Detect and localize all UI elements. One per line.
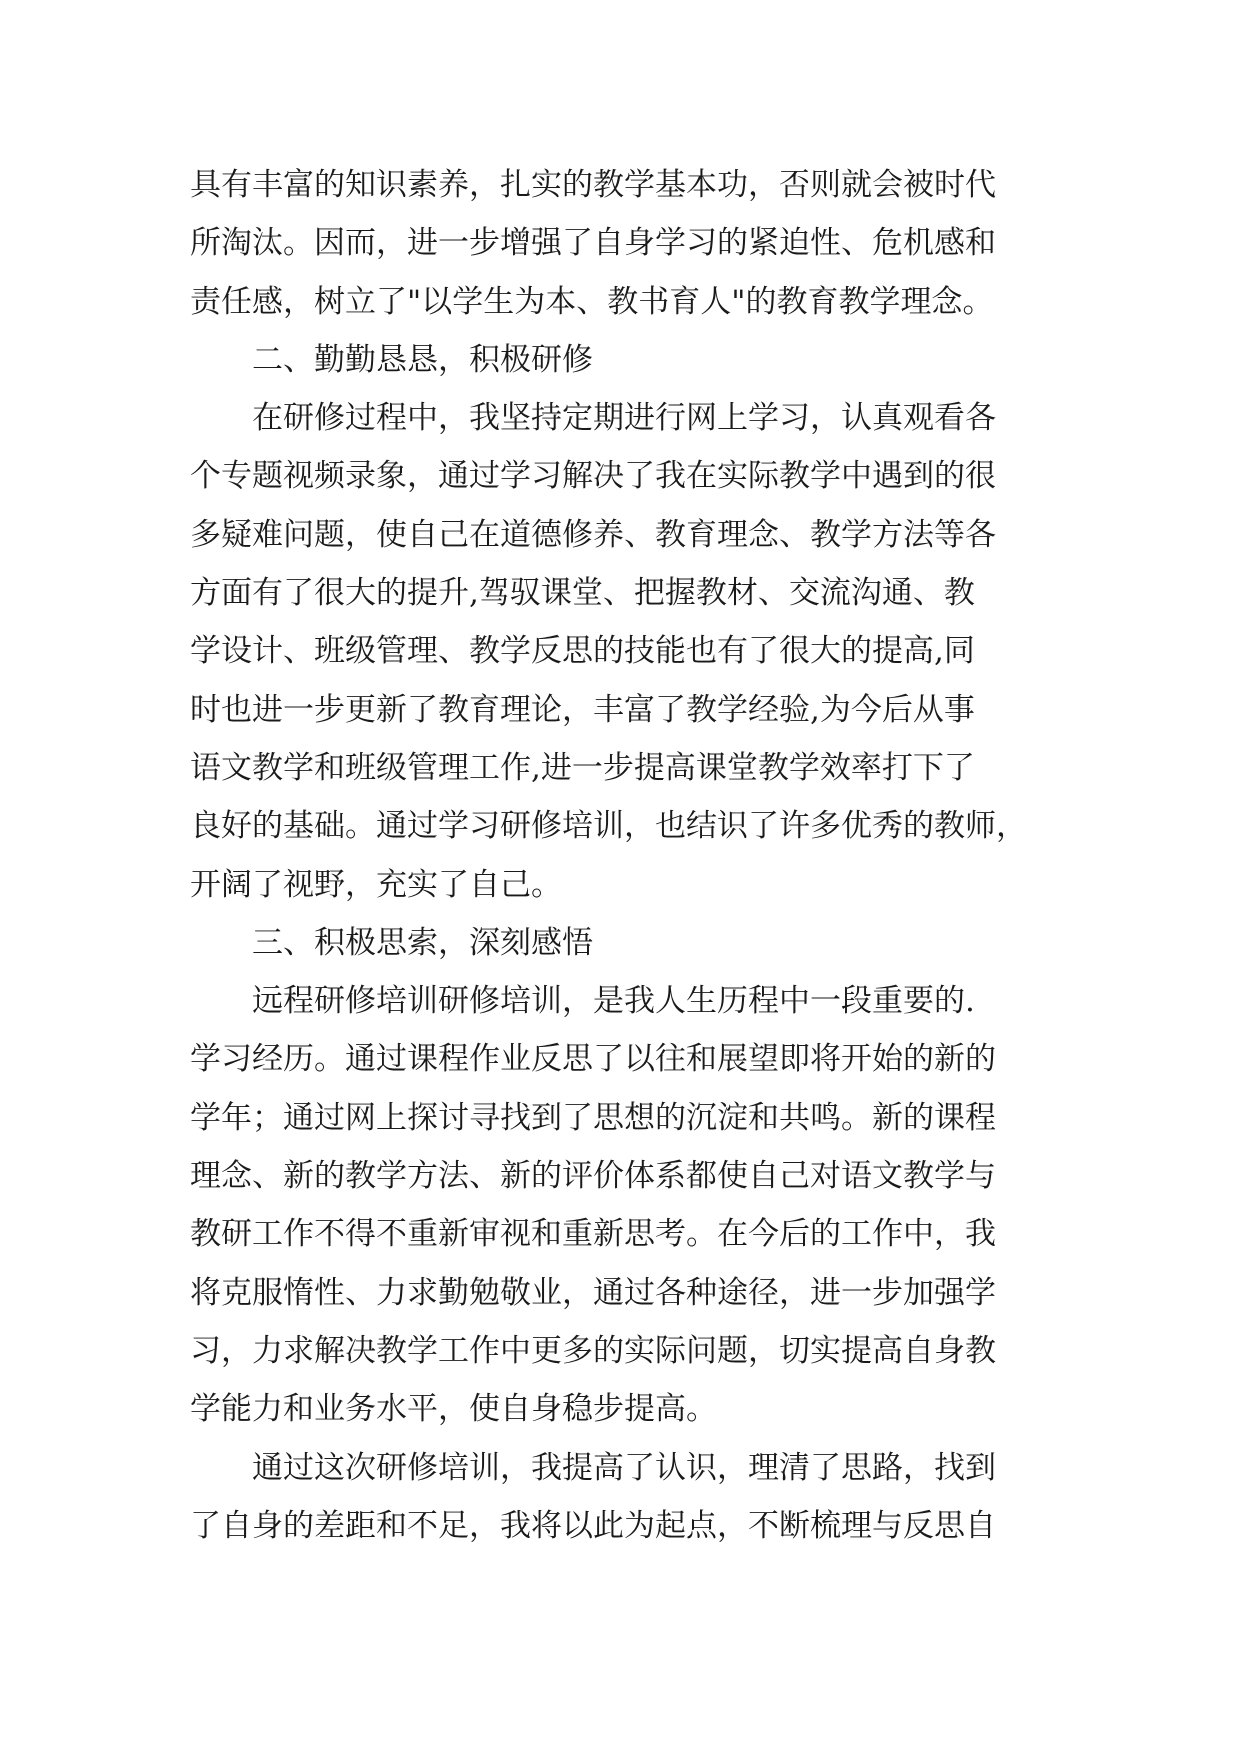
- body-line: 时也进一步更新了教育理论，丰富了教学经验,为今后从事: [190, 691, 975, 728]
- document-body: [190, 156, 1070, 1555]
- body-line: 了自身的差距和不足，我将以此为起点，不断梳理与反思自: [190, 1507, 996, 1544]
- paragraph-start: 通过这次研修培训，我提高了认识，理清了思路，找到: [252, 1449, 996, 1486]
- body-line: 良好的基础。通过学习研修培训，也结识了许多优秀的教师，: [190, 808, 1027, 845]
- body-line: 多疑难问题，使自己在道德修养、教育理念、教学方法等各: [190, 516, 996, 553]
- body-line: 具有丰富的知识素养，扎实的教学基本功，否则就会被时代: [190, 167, 996, 203]
- body-line: 习，力求解决教学工作中更多的实际问题，切实提高自身教: [190, 1332, 996, 1369]
- body-line: 学能力和业务水平，使自身稳步提高。: [190, 1391, 717, 1428]
- body-line: 方面有了很大的提升,驾驭课堂、把握教材、交流沟通、教: [190, 575, 975, 612]
- body-line: 学习经历。通过课程作业反思了以往和展望即将开始的新的: [190, 1041, 996, 1078]
- body-line: 学设计、班级管理、教学反思的技能也有了很大的提高,同: [190, 633, 975, 670]
- body-line: 所淘汰。因而，进一步增强了自身学习的紧迫性、危机感和: [190, 225, 996, 262]
- body-line: 理念、新的教学方法、新的评价体系都使自己对语文教学与: [190, 1158, 996, 1195]
- body-line: 将克服惰性、力求勤勉敬业，通过各种途径，进一步加强学: [190, 1274, 996, 1311]
- paragraph-start: 在研修过程中，我坚持定期进行网上学习，认真观看各: [252, 400, 996, 437]
- body-line: 语文教学和班级管理工作,进一步提高课堂教学效率打下了: [190, 749, 975, 786]
- paragraph-start: 远程研修培训研修培训，是我人生历程中一段重要的.: [252, 983, 975, 1020]
- body-line: 教研工作不得不重新审视和重新思考。在今后的工作中，我: [190, 1216, 996, 1253]
- body-line: 学年；通过网上探讨寻找到了思想的沉淀和共鸣。新的课程: [190, 1099, 996, 1136]
- body-line: 个专题视频录象，通过学习解决了我在实际教学中遇到的很: [190, 458, 996, 495]
- body-line: 开阔了视野，充实了自己。: [190, 866, 562, 903]
- body-line: 责任感，树立了"以学生为本、教书育人"的教育教学理念。: [190, 283, 994, 320]
- section-heading-2: 二、勤勤恳恳，积极研修: [252, 341, 593, 378]
- section-heading-3: 三、积极思索，深刻感悟: [252, 924, 593, 961]
